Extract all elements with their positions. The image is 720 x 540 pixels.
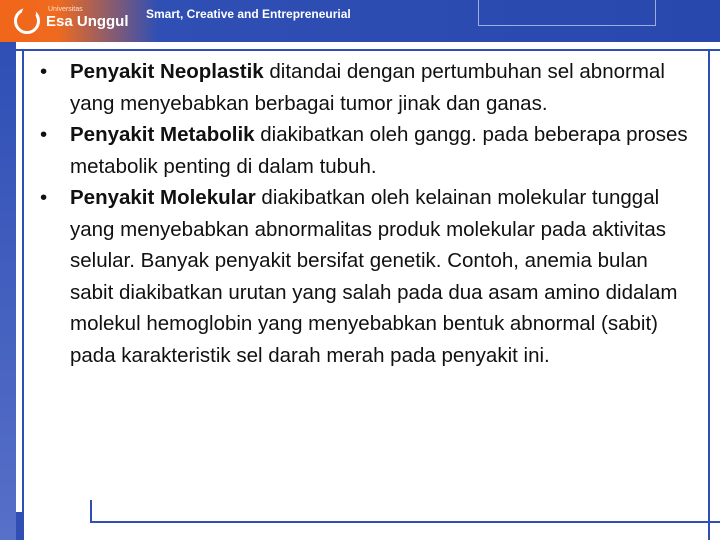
bullet-icon: • <box>40 186 48 209</box>
logo-name: Esa Unggul <box>46 13 129 30</box>
list-item <box>40 119 695 182</box>
term-metabolik: Penyakit Metabolik <box>70 123 255 146</box>
definition-text: diakibatkan oleh gangg. pada beberapa proses metabolik penting di dalam tubuh. <box>70 123 688 178</box>
bullet-icon: • <box>40 60 48 83</box>
left-side-bar <box>0 42 16 540</box>
definition-text: ditandai dengan pertumbuhan sel abnormal yang menyebabkan berbagai tumor jinak dan ganas. <box>70 60 665 115</box>
frame-line-top <box>16 49 720 51</box>
header-band <box>0 0 720 42</box>
term-neoplastik: Penyakit Neoplastik <box>70 60 264 83</box>
slide-content <box>40 56 695 371</box>
term-molekular: Penyakit Molekular <box>70 186 256 209</box>
university-logo <box>8 4 132 38</box>
frame-line-right <box>708 49 710 540</box>
list-item <box>40 182 695 371</box>
frame-line-left <box>22 49 24 540</box>
list-item <box>40 56 695 119</box>
bullet-icon: • <box>40 123 48 146</box>
header-decor-box <box>478 0 656 26</box>
frame-line-bottom-stub <box>90 500 92 522</box>
frame-corner <box>16 512 24 540</box>
tagline: Smart, Creative and Entrepreneurial <box>146 7 351 21</box>
bullet-list <box>40 56 695 371</box>
logo-small-text: Universitas <box>48 6 83 13</box>
frame-line-bottom <box>90 521 720 523</box>
definition-text: diakibatkan oleh kelainan molekular tunggal yang menyebabkan abnormalitas produk molekular pada aktivitas selular. Banyak penyakit bersifat genetik. Contoh, anemia bulan sabit diakibatkan urutan yang salah pada dua asam amino didalam molekul hemoglobin yang menyebabkan bentuk abnormal (sabit) pada karakteristik sel darah merah pada penyakit ini. <box>70 186 678 367</box>
logo-emblem-icon <box>14 8 40 34</box>
